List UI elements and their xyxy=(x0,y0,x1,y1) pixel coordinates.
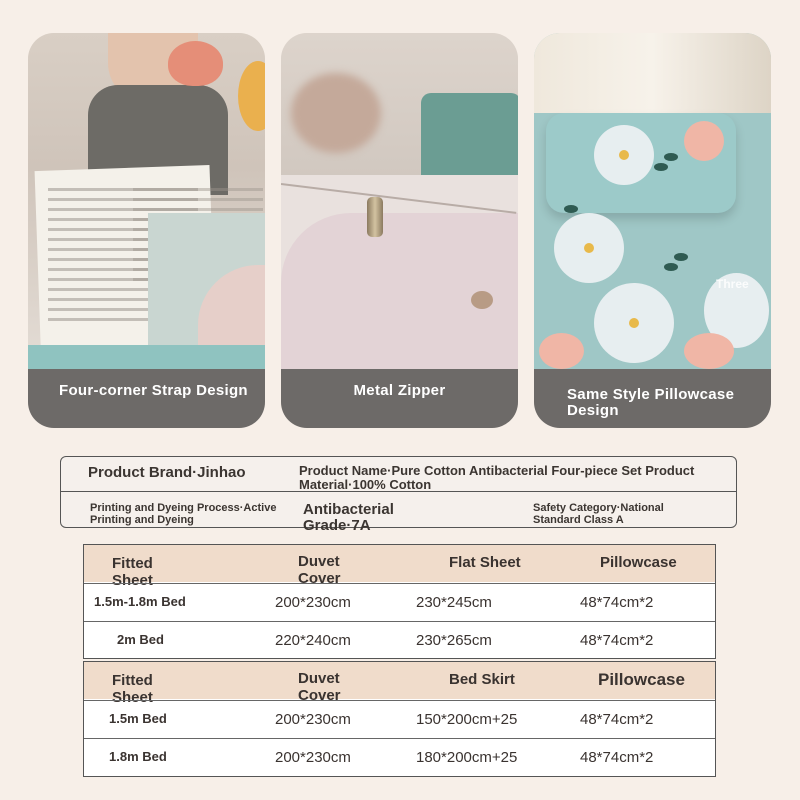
feature-caption: Metal Zipper xyxy=(353,382,446,399)
safety-category: Safety Category·National Standard Class A xyxy=(533,502,664,526)
antibacterial-grade: Antibacterial Grade·7A xyxy=(303,501,394,534)
printing-process: Printing and Dyeing Process·Active Printing and Dyeing xyxy=(90,502,277,526)
size-table-flat-sheet xyxy=(83,544,716,659)
cell-skirt: 150*200cm+25 xyxy=(416,711,518,728)
cell-flat: 230*245cm xyxy=(416,594,492,611)
size-table-bed-skirt xyxy=(83,661,716,777)
row-label: 1.5m-1.8m Bed xyxy=(94,594,186,609)
table-row xyxy=(84,621,715,659)
cell-duvet: 220*240cm xyxy=(275,632,351,649)
cell-duvet: 200*230cm xyxy=(275,594,351,611)
table-row xyxy=(84,738,715,776)
cell-pillow: 48*74cm*2 xyxy=(580,594,654,611)
cell-pillow: 48*74cm*2 xyxy=(580,632,654,649)
header-bed-skirt: Bed Skirt xyxy=(449,671,515,688)
watermark-text: Three xyxy=(716,277,749,291)
header-pillowcase: Pillowcase xyxy=(600,554,677,571)
cell-flat: 230*265cm xyxy=(416,632,492,649)
feature-caption: Four-corner Strap Design xyxy=(59,382,248,399)
cell-pillow: 48*74cm*2 xyxy=(580,711,654,728)
product-name-material: Product Name·Pure Cotton Antibacterial Four-piece Set Product Material·100% Cotton xyxy=(299,463,695,492)
cell-duvet: 200*230cm xyxy=(275,749,351,766)
zipper-photo xyxy=(281,33,518,369)
pillowcase-photo xyxy=(534,33,771,369)
feature-card-strap xyxy=(28,33,265,428)
row-label: 1.8m Bed xyxy=(109,749,167,764)
row-label: 1.5m Bed xyxy=(109,711,167,726)
product-brand: Product Brand·Jinhao xyxy=(88,464,246,481)
strap-photo xyxy=(28,33,265,369)
header-flat-sheet: Flat Sheet xyxy=(449,554,521,571)
table-header xyxy=(84,545,715,589)
table-header xyxy=(84,662,715,706)
header-fitted-sheet: Fitted Sheet xyxy=(112,672,153,706)
table-row xyxy=(84,583,715,621)
table-row xyxy=(84,700,715,738)
cell-pillow: 48*74cm*2 xyxy=(580,749,654,766)
cell-skirt: 180*200cm+25 xyxy=(416,749,518,766)
header-fitted-sheet: Fitted Sheet xyxy=(112,555,153,589)
cell-duvet: 200*230cm xyxy=(275,711,351,728)
header-duvet-cover: Duvet Cover xyxy=(298,553,341,587)
header-pillowcase: Pillowcase xyxy=(598,670,685,689)
feature-caption: Same Style Pillowcase Design xyxy=(567,386,735,419)
feature-card-pillowcase xyxy=(534,33,771,428)
row-label: 2m Bed xyxy=(117,632,164,647)
zipper-pull-icon xyxy=(367,197,383,237)
feature-card-zipper xyxy=(281,33,518,428)
header-duvet-cover: Duvet Cover xyxy=(298,670,341,704)
product-info-box xyxy=(60,456,737,534)
